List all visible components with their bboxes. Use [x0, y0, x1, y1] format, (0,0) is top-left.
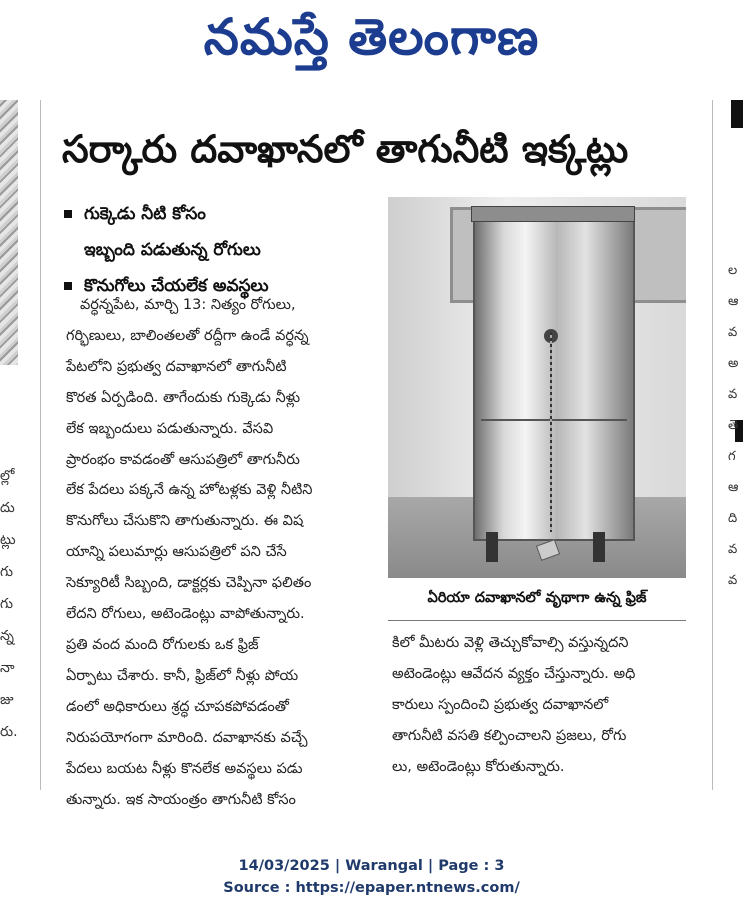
body-line: ఏర్పాటు చేశారు. కానీ, ఫ్రిజ్‌లో నీళ్లు పోయ: [66, 667, 299, 684]
bullet-square-icon: [64, 210, 72, 218]
body-line: ప్రారంభం కావడంతో ఆసుపత్రిలో తాగునీరు: [66, 451, 300, 468]
body-line: కొనుగోలు చేసుకొని తాగుతున్నారు. ఈ విష: [66, 513, 304, 530]
cooler-lid: [471, 206, 635, 222]
footer-source-link[interactable]: Source : https://epaper.ntnews.com/: [223, 880, 520, 896]
fragment-line: ఆ: [728, 480, 739, 495]
column-rule-left: [40, 100, 41, 790]
chain-icon: [550, 332, 552, 532]
body-line: సెక్యూరిటీ సిబ్బంది, డాక్టర్లకు చెప్పినా ఫలితం: [66, 575, 312, 592]
adjacent-column-right: [728, 255, 743, 596]
body-line: ప్రతి వంద మంది రోగులకు ఒక ఫ్రిజ్: [66, 636, 259, 653]
article-body-right: [392, 628, 686, 783]
fragment-line: తె: [728, 418, 739, 433]
fragment-line: ట్లు: [0, 532, 16, 548]
highlight-text: గుక్కెడు నీటి కోసం: [84, 204, 206, 224]
cooler-leg: [593, 532, 605, 562]
body-line: తాగునీటి వసతి కల్పించాలని ప్రజలు, రోగు: [392, 727, 627, 744]
fragment-line: జు: [0, 692, 14, 708]
body-line: లేక ఇబ్బందులు పడుతున్నారు. వేసవి: [66, 420, 274, 437]
fragment-line: వ: [728, 573, 738, 588]
body-line: పేదలు బయట నీళ్లు కొనలేక అవస్థలు పడు: [66, 760, 303, 777]
highlight-text: కొనుగోలు చేయలేక అవస్థలు: [84, 276, 269, 296]
body-line: లేదని రోగులు, అటెండెంట్లు వాపోతున్నారు.: [66, 606, 305, 623]
body-line: నిరుపయోగంగా మారింది. దవాఖానకు వచ్చే: [66, 729, 308, 746]
article-headline: సర్కారు దవాఖానలో తాగునీటి ఇక్కట్లు: [62, 127, 629, 171]
page-footer: [0, 855, 743, 899]
water-cooler-icon: [473, 212, 635, 541]
newspaper-masthead: నమస్తే తెలంగాణ: [203, 8, 540, 66]
water-cooler-photo: [388, 197, 686, 578]
fragment-line: రు.: [0, 724, 18, 740]
body-line: అటెండెంట్లు ఆవేదన వ్యక్తం చేస్తున్నారు. అధి: [392, 665, 636, 682]
fragment-line: గు: [0, 564, 14, 580]
body-line: పేటలోని ప్రభుత్వ దవాఖానలో తాగునీటి: [66, 358, 287, 375]
article-highlights: [62, 196, 372, 304]
fragment-line: న్న: [0, 628, 14, 644]
body-line: డంలో అధికారులు శ్రద్ధ చూపకపోవడంతో: [66, 698, 289, 715]
article-body-left: [66, 290, 374, 815]
caption-divider: [388, 620, 686, 621]
fragment-line: నా: [0, 660, 15, 676]
fragment-line: ల్లో: [0, 468, 15, 484]
cooler-leg: [486, 532, 498, 562]
fragment-line: ఆ: [728, 294, 739, 309]
body-line: కారులు స్పందించి ప్రభుత్వ దవాఖానలో: [392, 696, 609, 713]
body-line: యాన్ని పలుమార్లు ఆసుపత్రిలో పని చేసే: [66, 544, 287, 561]
column-rule-right: [712, 100, 713, 790]
highlight-item: [62, 196, 372, 232]
adjacent-column-left: [0, 460, 22, 748]
body-line: కిలో మీటరు వెళ్లి తెచ్చుకోవాల్సి వస్తున్నదని: [392, 635, 629, 651]
footer-date-edition: 14/03/2025 | Warangal | Page : 3: [238, 858, 505, 874]
fragment-line: దు: [0, 500, 15, 516]
fragment-line: అ: [728, 356, 739, 371]
fragment-line: గ: [728, 449, 736, 464]
photo-caption: ఏరియా దవాఖానలో వృథాగా ఉన్న ఫ్రిజ్: [427, 590, 647, 606]
highlight-text: ఇబ్బంది పడుతున్న రోగులు: [84, 240, 261, 260]
body-line: తున్నారు. ఇక సాయంత్రం తాగునీటి కోసం: [66, 791, 296, 808]
bullet-square-icon: [64, 282, 72, 290]
adjacent-header-block: [731, 100, 743, 128]
fragment-line: ల: [728, 263, 738, 278]
adjacent-photo-strip: [0, 100, 18, 365]
cooler-seam: [481, 419, 627, 421]
body-line: గర్భిణులు, బాలింతలతో రద్దీగా ఉండే వర్ధన్న: [66, 327, 309, 344]
fragment-line: వ: [728, 387, 738, 402]
body-line: కొరత ఏర్పడింది. తాగేందుకు గుక్కెడు నీళ్లు: [66, 389, 301, 406]
body-line: లేక పేదలు పక్కనే ఉన్న హోటళ్లకు వెళ్లి నీటిని: [66, 482, 313, 499]
fragment-line: ది: [728, 511, 738, 526]
fragment-line: గు: [0, 596, 14, 612]
fragment-line: వ: [728, 542, 738, 557]
fragment-line: వ: [728, 325, 738, 340]
body-line: వర్ధన్నపేట, మార్చి 13: నిత్యం రోగులు,: [80, 297, 296, 313]
body-line: లు, అటెండెంట్లు కోరుతున్నారు.: [392, 758, 565, 775]
